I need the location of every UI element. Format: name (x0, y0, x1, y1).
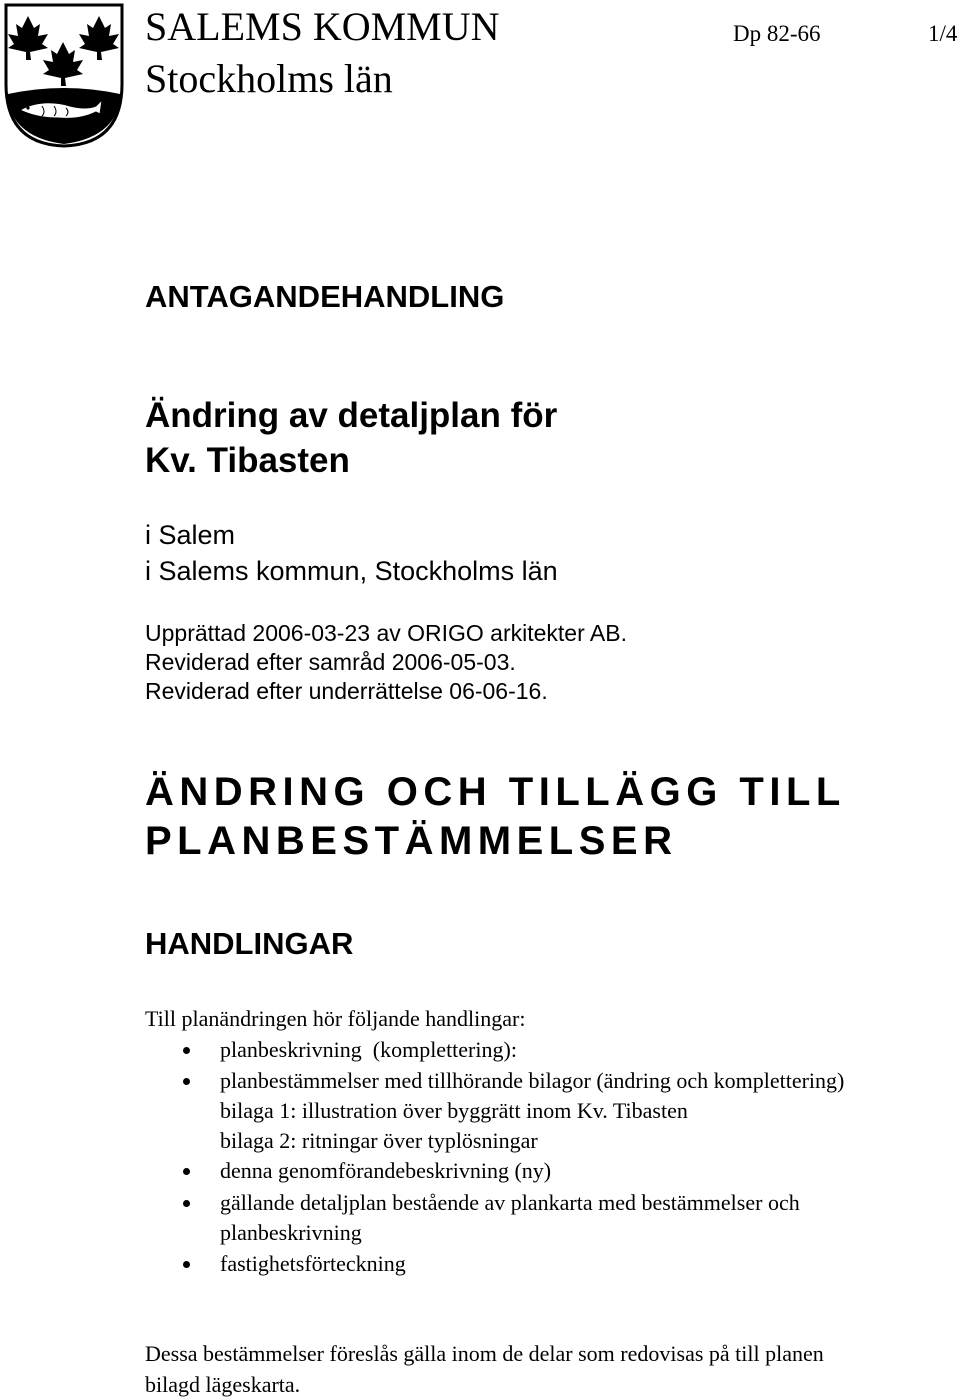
closing-text: Dessa bestämmelser föreslås gälla inom de delar som redovisas på till planen (145, 1341, 824, 1366)
municipality-name: SALEMS KOMMUN (145, 4, 500, 49)
location-line: i Salem (145, 520, 236, 550)
page-number: 1/4 (928, 21, 958, 46)
revision-line: Reviderad efter samråd 2006-05-03. (145, 649, 516, 675)
closing-text-2: bilagd lägeskarta. (145, 1372, 301, 1397)
list-item: gällande detaljplan bestående av plankarta med bestämmelser och (220, 1190, 800, 1215)
document-title-2: Kv. Tibasten (145, 441, 350, 480)
coat-of-arms-logo (2, 2, 126, 148)
document-title: Ändring av detaljplan för (145, 396, 558, 435)
bullet-icon (183, 1261, 190, 1268)
revision-line: Upprättad 2006-03-23 av ORIGO arkitekter AB. (145, 620, 627, 646)
list-item: planbeskrivning (komplettering): (220, 1037, 517, 1062)
document-number: Dp 82-66 (733, 21, 821, 46)
list-item: planbeskrivning (220, 1220, 362, 1245)
main-title-2: PLANBESTÄMMELSER (145, 819, 678, 863)
county-name: Stockholms län (145, 56, 393, 101)
bullet-icon (183, 1047, 190, 1054)
list-item: bilaga 1: illustration över byggrätt inom Kv. Tibasten (220, 1098, 688, 1123)
list-item: planbestämmelser med tillhörande bilagor (ändring och komplettering) (220, 1068, 845, 1093)
document-stage: ANTAGANDEHANDLING (145, 279, 505, 314)
list-item: bilaga 2: ritningar över typlösningar (220, 1128, 538, 1153)
list-item: fastighetsförteckning (220, 1251, 406, 1276)
intro-text: Till planändringen hör följande handlingar: (145, 1006, 526, 1031)
bullet-icon (183, 1078, 190, 1085)
section-heading: HANDLINGAR (145, 926, 354, 961)
bullet-icon (183, 1168, 190, 1175)
main-title: ÄNDRING OCH TILLÄGG TILL (145, 770, 846, 814)
bullet-icon (183, 1200, 190, 1207)
list-item: denna genomförandebeskrivning (ny) (220, 1158, 552, 1183)
revision-line: Reviderad efter underrättelse 06-06-16. (145, 678, 548, 704)
location-line-2: i Salems kommun, Stockholms län (145, 556, 558, 586)
